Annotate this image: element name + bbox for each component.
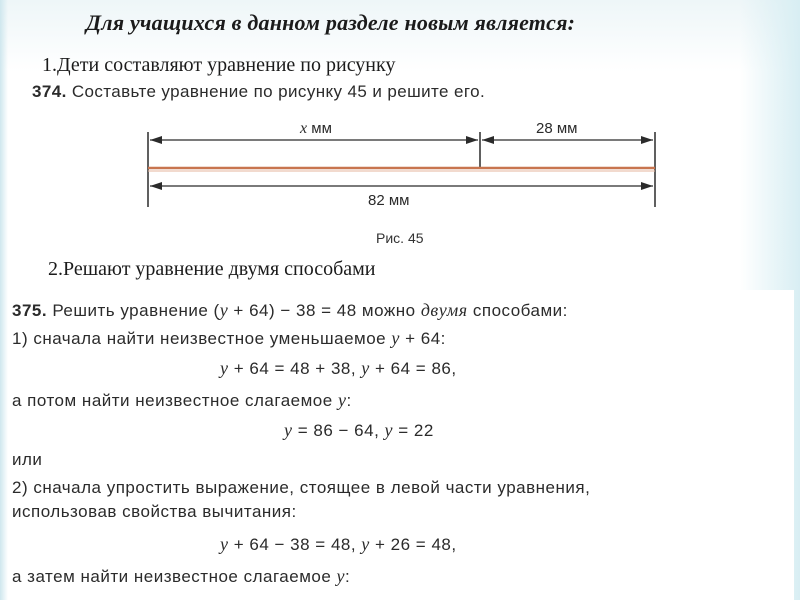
task-375-line-3-var-2: y — [361, 358, 370, 378]
arrow-82-right-head — [641, 182, 653, 190]
task-375-line-10 — [12, 566, 350, 587]
task-375-line-4-a: а потом найти неизвестное слагаемое — [12, 391, 338, 410]
task-375-line-5-a: = 86 − 64, — [292, 421, 385, 440]
task-375-line-1 — [12, 300, 568, 321]
task-375-line-10-var: y — [336, 566, 346, 586]
task-375-line-7: 2) сначала упростить выражение, стоящее в левой части уравнения, — [12, 478, 591, 497]
figure-label-x-unit: мм — [311, 120, 332, 137]
task-375-line-9-var-1: y — [220, 534, 229, 554]
figure-caption: Рис. 45 — [376, 230, 424, 246]
task-375-line-9-b: + 26 = 48, — [369, 535, 457, 554]
task-375-line-1-c: способами: — [467, 301, 568, 320]
slide-left-accent — [0, 0, 8, 600]
task-375-line-8: использовав свойства вычитания: — [12, 502, 297, 521]
task-375-line-1-a: Решить уравнение ( — [52, 301, 220, 320]
task-375-line-4-b: : — [346, 391, 352, 410]
task-375-line-10-b: : — [345, 567, 351, 586]
task-375-line-3-b: + 64 = 86, — [369, 359, 457, 378]
task-375-block — [8, 290, 794, 600]
slide-title: Для учащихся в данном разделе новым является: — [86, 10, 576, 35]
task-375-line-4-var: y — [337, 390, 347, 410]
point-one: 1.Дети составляют уравнение по рисунку — [42, 54, 396, 76]
task-375-line-5-var-2: y — [384, 420, 394, 440]
arrow-28-right-head — [641, 136, 653, 144]
task-374-text: Составьте уравнение по рисунку 45 и решите его. — [71, 82, 486, 101]
task-375-line-1-var: y — [219, 300, 229, 320]
task-375-line-4 — [12, 390, 352, 411]
task-375-line-2-var: y — [391, 328, 400, 348]
task-375-line-3-var-1: y — [220, 358, 229, 378]
task-375-line-5-b: = 22 — [393, 421, 434, 440]
arrow-28-left-head — [482, 136, 494, 144]
task-375-line-9 — [220, 534, 457, 555]
task-375-line-1-b: + 64) − 38 = 48 можно — [228, 301, 421, 320]
task-375-line-5-var-1: y — [284, 420, 293, 440]
task-375-line-3 — [220, 358, 457, 379]
arrow-x-left-head — [150, 136, 162, 144]
figure-45-diagram — [28, 82, 740, 254]
task-375-line-3-a: + 64 = 48 + 38, — [228, 359, 362, 378]
arrow-x-right-head — [466, 136, 478, 144]
task-375-number: 375. — [12, 301, 48, 320]
figure-label-28: 28 мм — [536, 120, 578, 137]
task-375-line-6: или — [12, 450, 43, 469]
task-374-number: 374. — [32, 82, 67, 101]
task-374-block — [28, 82, 740, 254]
task-375-line-9-var-2: y — [361, 534, 370, 554]
task-375-line-2-a: 1) сначала найти неизвестное уменьшаемое — [12, 329, 392, 348]
figure-label-82: 82 мм — [368, 192, 410, 209]
task-375-line-9-a: + 64 − 38 = 48, — [228, 535, 362, 554]
task-375-line-5 — [284, 420, 434, 441]
task-375-line-2 — [12, 328, 446, 349]
figure-label-x — [300, 120, 332, 138]
task-375-line-2-b: + 64: — [399, 329, 446, 348]
point-two: 2.Решают уравнение двумя способами — [48, 258, 376, 280]
figure-label-x-var: x — [300, 120, 308, 137]
task-375-line-10-a: а затем найти неизвестное слагаемое — [12, 567, 337, 586]
task-375-line-1-italic: двумя — [420, 300, 468, 320]
arrow-82-left-head — [150, 182, 162, 190]
